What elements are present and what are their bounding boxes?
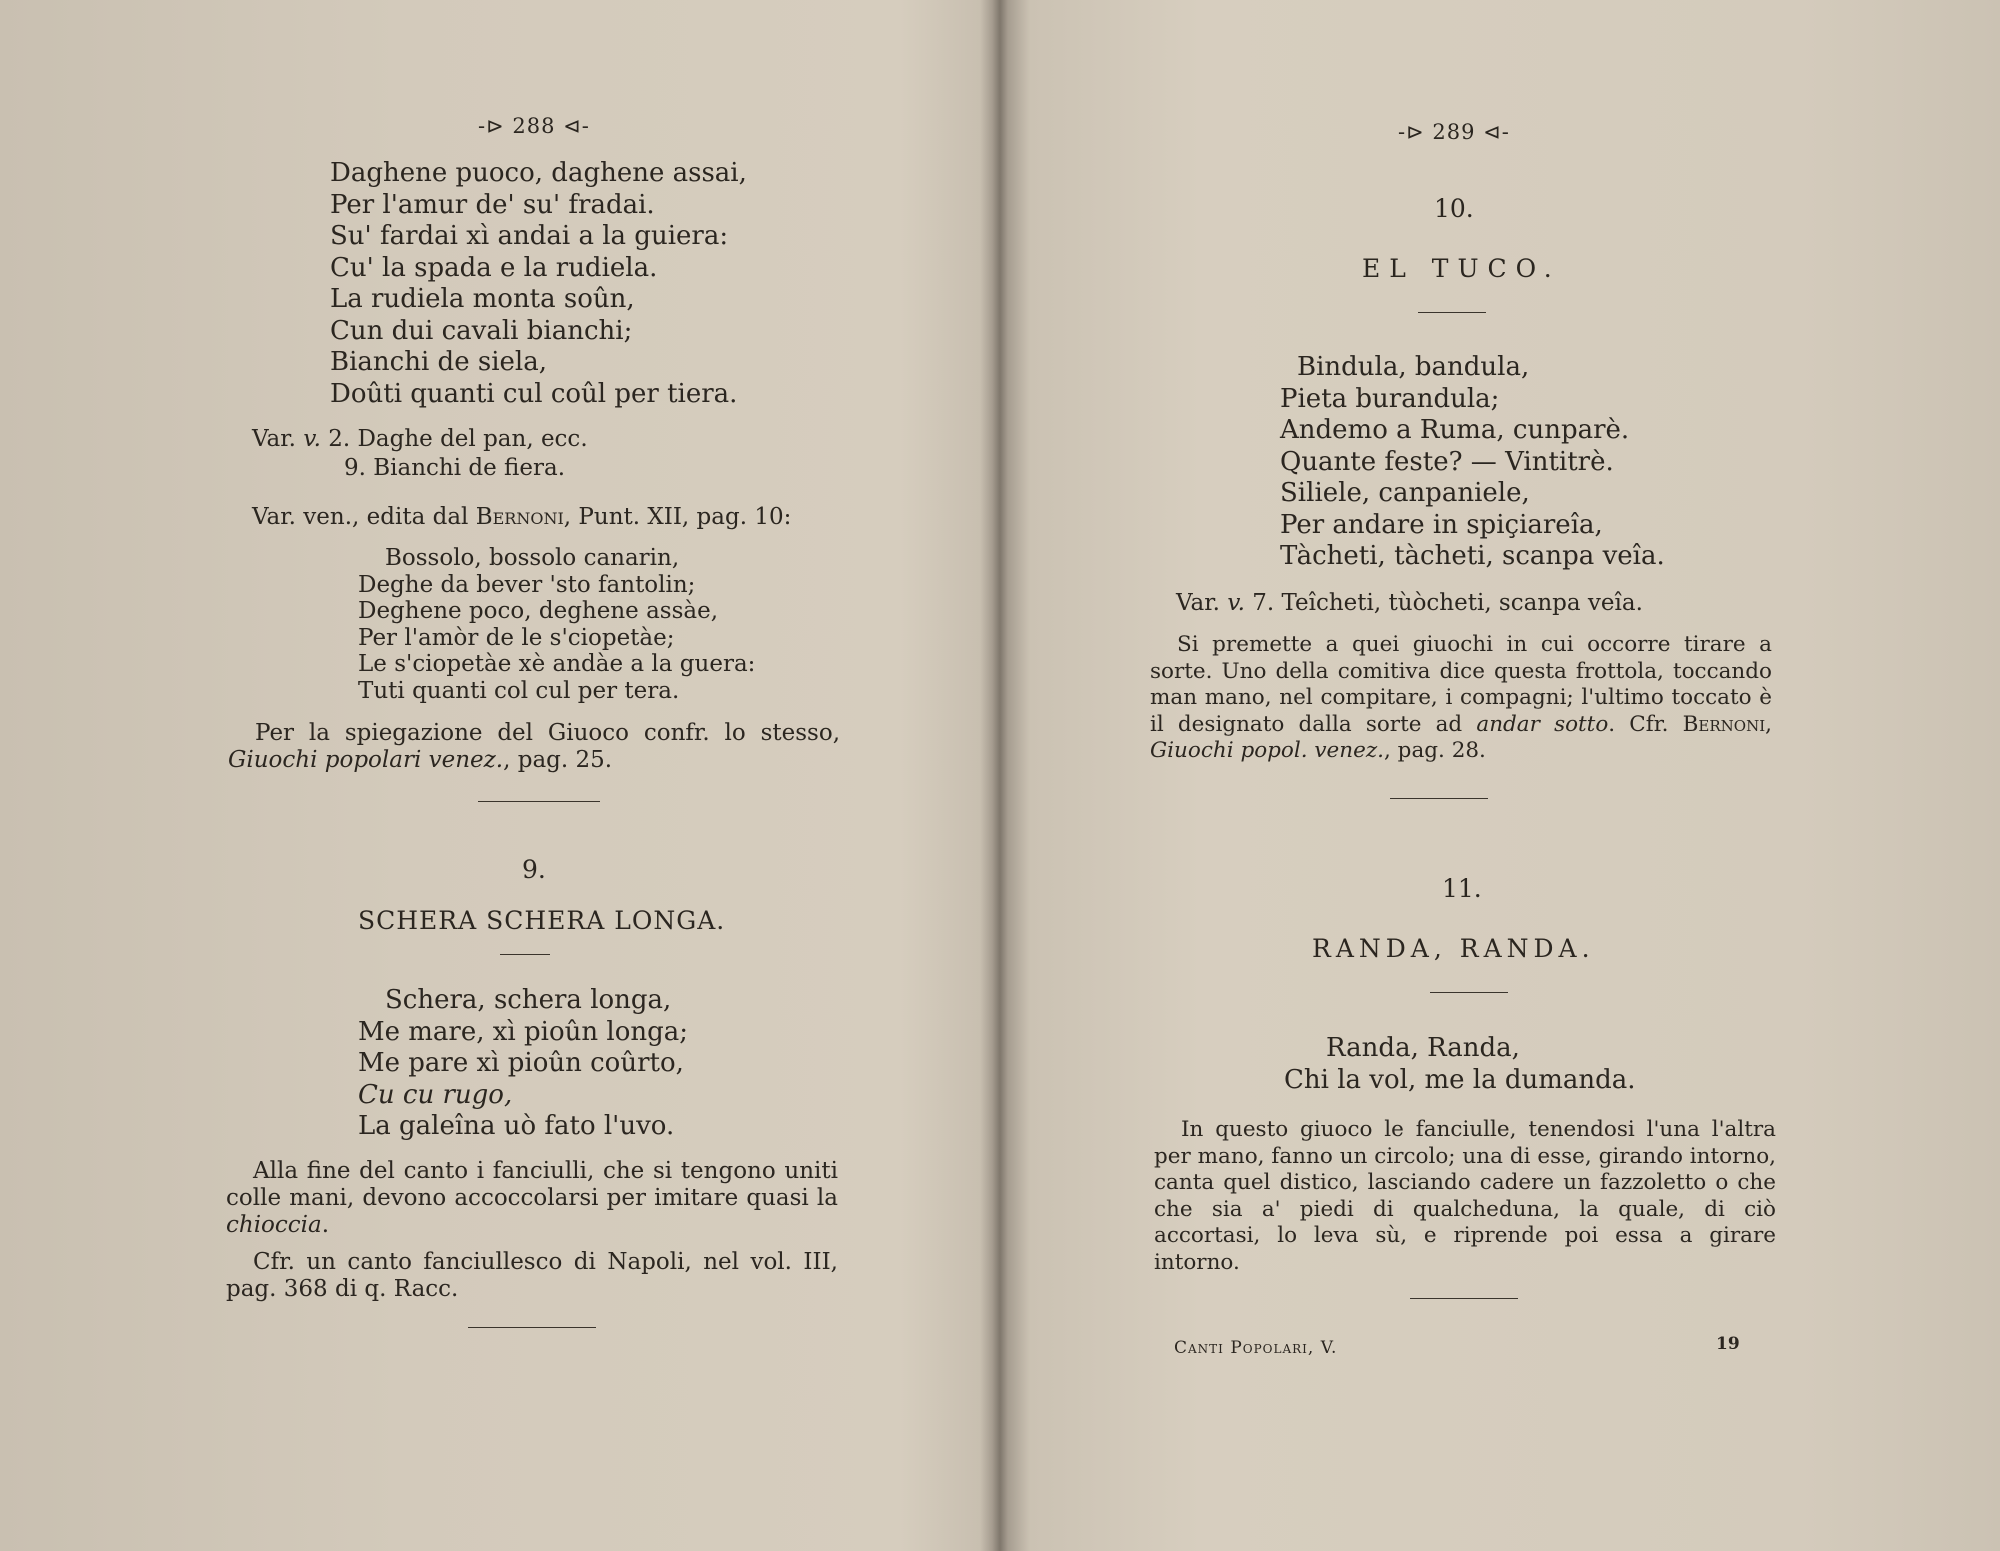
var-label: Var. — [1176, 590, 1220, 616]
venetian-variant-intro: Var. ven., edita dal Bernoni, Punt. XII, pag. 10: — [252, 504, 792, 530]
divider — [1390, 798, 1488, 799]
ornament-left: -⊳ — [478, 114, 513, 138]
right-page — [1010, 0, 2000, 1551]
poem-line: Bianchi de siela, — [330, 347, 547, 377]
poem-stanza — [1280, 352, 1665, 573]
poem-line: Le s'ciopetàe xè andàe a la guera: — [358, 651, 756, 677]
end-divider — [468, 1327, 596, 1328]
poem-line: Cun dui cavali bianchi; — [330, 315, 633, 346]
poem-line: Daghene puoco, daghene assai, — [330, 158, 747, 188]
poem-line: Pieta burandula; — [1280, 383, 1500, 414]
variant-line: 9. Bianchi de fiera. — [344, 455, 566, 481]
ornament-right: ⊲- — [1475, 120, 1510, 144]
poem-line: Me mare, xì pioûn longa; — [358, 1016, 689, 1047]
ornament-right: ⊲- — [555, 114, 590, 138]
variant-line: 2. Daghe del pan, ecc. — [328, 426, 588, 452]
poem-line: Per l'amòr de le s'ciopetàe; — [358, 624, 675, 651]
section-title: SCHERA SCHERA LONGA. — [358, 906, 726, 935]
poem-line: Chi la vol, me la dumanda. — [1284, 1064, 1636, 1095]
poem-line: Quante feste? — Vintitrè. — [1280, 446, 1614, 477]
poem-line: Randa, Randa, — [1326, 1033, 1520, 1063]
poem-line: Deghene poco, deghene assàe, — [358, 598, 719, 624]
page-number-header — [1398, 120, 1510, 144]
short-divider — [1418, 312, 1486, 313]
section-title: EL TUCO. — [1362, 254, 1561, 283]
venetian-variant-poem — [358, 545, 755, 704]
poem-line: Tuti quanti col cul per tera. — [358, 677, 680, 704]
end-divider — [1410, 1298, 1518, 1299]
section-title: RANDA, RANDA. — [1312, 934, 1595, 963]
signature-number: 19 — [1716, 1334, 1740, 1354]
variant-note — [1176, 590, 1643, 617]
var-label: Var. — [252, 426, 296, 452]
poem-line: La galeîna uò fato l'uvo. — [358, 1111, 675, 1141]
variant-note — [252, 426, 588, 482]
game-description: Alla fine del canto i fanciulli, che si tengono uniti colle mani, devono accoccolarsi per imitare quasi la chioccia. — [226, 1158, 838, 1238]
variant-line: 7. Teîcheti, tùòcheti, scanpa veîa. — [1252, 590, 1643, 616]
poem-stanza-2 — [358, 985, 688, 1143]
left-page — [0, 0, 990, 1551]
game-description: Si premette a quei giuochi in cui occorre tirare a sorte. Uno della comitiva dice questa frottola, toccando man mano, nel compitare, i compagni; l'ultimo toccato è il designato dalla sorte ad andar sotto. Cfr. Bernoni, Giuochi popol. venez., pag. 28. — [1150, 632, 1772, 763]
poem-line: Deghe da bever 'sto fantolin; — [358, 571, 696, 598]
poem-line: Andemo a Ruma, cunparè. — [1280, 415, 1630, 445]
page-number: 289 — [1432, 120, 1476, 144]
poem-line: La rudiela monta soûn, — [330, 284, 635, 314]
poem-line: Cu' la spada e la rudiela. — [330, 252, 658, 283]
game-description-2: In questo giuoco le fanciulle, tenendosi l'una l'altra per mano, fanno un circolo; una di esse, girando intorno, canta quel distico, lasciando cadere un fazzoletto o che che sia a' piedi di qualcheduna, la quale, di ciò accortasi, lo leva sù, e riprende poi essa a girare intorno. — [1154, 1117, 1776, 1275]
short-divider — [1430, 992, 1508, 993]
italic-term: andar sotto — [1476, 711, 1609, 737]
poem-line: Schera, schera longa, — [385, 985, 672, 1015]
poem-line: Su' fardai xì andai a la guiera: — [330, 221, 729, 251]
poem-line: Me pare xì pioûn coûrto, — [358, 1048, 684, 1078]
poem-stanza — [330, 158, 747, 410]
poem-line: Cu cu rugo, — [358, 1079, 513, 1110]
book-title: Giuochi popol. venez. — [1150, 738, 1385, 763]
ornament-left: -⊳ — [1398, 120, 1433, 144]
short-divider — [500, 954, 550, 955]
page-number: 288 — [512, 114, 556, 138]
poem-stanza-2 — [1284, 1033, 1636, 1096]
poem-line: Tàcheti, tàcheti, scanpa veîa. — [1280, 541, 1665, 571]
section-number: 9. — [522, 855, 546, 884]
author-name: Bernoni — [1682, 711, 1766, 737]
divider — [478, 801, 600, 802]
poem-line: Doûti quanti cul coûl per tiera. — [330, 378, 738, 409]
var-v: v. — [1227, 590, 1245, 616]
var-v: v. — [303, 426, 321, 452]
poem-line: Bossolo, bossolo canarin, — [385, 545, 680, 571]
poem-line: Per andare in spiçiareîa, — [1280, 509, 1603, 540]
page-number-header — [478, 114, 590, 138]
footer-signature: Canti Popolari, V. — [1174, 1338, 1338, 1358]
poem-line: Bindula, bandula, — [1297, 352, 1530, 382]
poem-line: Per l'amur de' su' fradai. — [330, 189, 655, 220]
book-title: Giuochi popolari venez. — [228, 747, 504, 773]
section-number: 11. — [1442, 874, 1482, 903]
explanation-note: Per la spiegazione del Giuoco confr. lo stesso, Giuochi popolari venez., pag. 25. — [228, 720, 840, 773]
cross-reference-note: Cfr. un canto fanciullesco di Napoli, nel vol. III, pag. 368 di q. Racc. — [226, 1249, 838, 1302]
poem-line: Siliele, canpaniele, — [1280, 478, 1530, 508]
italic-term: chioccia — [226, 1212, 322, 1238]
section-number: 10. — [1434, 194, 1474, 223]
author-name: Bernoni — [475, 504, 564, 530]
